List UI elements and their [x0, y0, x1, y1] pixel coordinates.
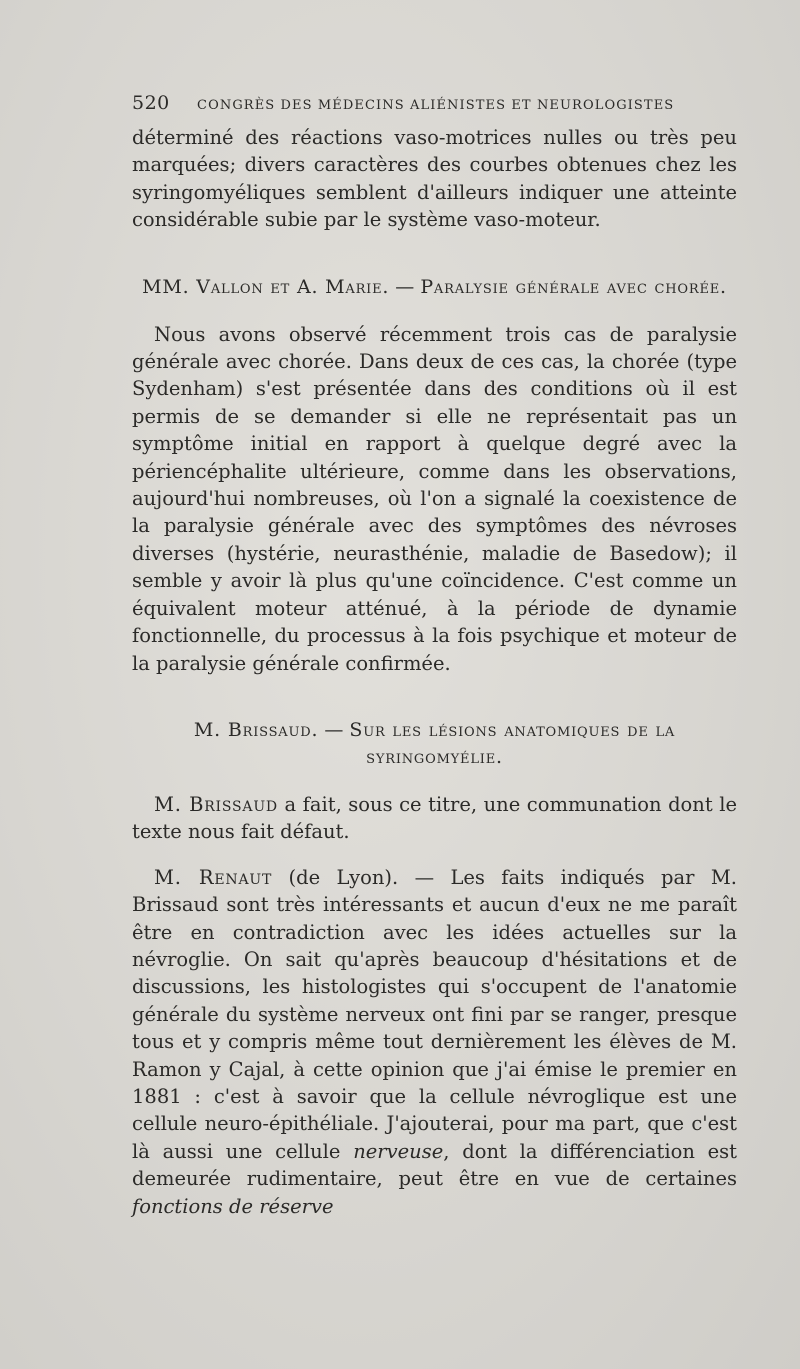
- section2-authors: M. Brissaud.: [193, 718, 319, 741]
- section1-title: Paralysie générale avec chorée.: [420, 275, 727, 298]
- section1-authors: MM. Vallon et A. Marie.: [142, 275, 390, 298]
- section-heading-vallon-marie: [132, 274, 737, 301]
- renaut-text-2: , dont la différenciation est demeurée rudimentaire, peut être en vue de certaines: [132, 1139, 738, 1191]
- section-heading-brissaud: [132, 717, 737, 771]
- section2-title: Sur les lésions anatomiques de la syringomyélie.: [349, 718, 676, 768]
- page-number: 520: [132, 92, 170, 114]
- brissaud-name: M. Brissaud: [154, 792, 278, 816]
- brissaud-text: a fait, sous ce titre, une communation dont le texte nous fait défaut.: [132, 792, 737, 844]
- paragraph-vallon-marie: Nous avons observé récemment trois cas de paralysie générale avec chorée. Dans deux de ces cas, la chorée (type Sydenham) s'est présentée dans des conditions où il est permis de se demander si elle ne représentait pas un symptôme initial en rapport à quelque degré avec la périencéphalite ultérieure, comme dans les observations, aujourd'hui nombreuses, où l'on a signalé la coexistence de la paralysie générale avec des symptômes des névroses diverses (hystérie, neurasthénie, maladie de Basedow); il semble y avoir là plus qu'une coïncidence. C'est comme un équivalent moteur atténué, à la période de dynamie fonctionnelle, du processus à la fois psychique et moteur de la paralysie générale confirmée.: [132, 322, 737, 675]
- paragraph-brissaud: [132, 791, 737, 846]
- paragraph-continuation: déterminé des réactions vaso-motrices nulles ou très peu marquées; divers caractères des courbes obtenues chez les syringomyéliques semblent d'ailleurs indiquer une atteinte considérable subie par le système vaso-moteur.: [132, 126, 737, 232]
- section2-dash: —: [324, 718, 350, 741]
- renaut-text: (de Lyon). — Les faits indiqués par M. Brissaud sont très intéressants et aucun d'eux ne me paraît être en contradiction avec les idées actuelles sur la névroglie. On sait qu'après beaucoup d'hésitations et de discussions, les histologistes qui s'occupent de l'anatomie générale du système nerveux ont fini par se ranger, presque tous et y compris même tout dernièrement les élèves de M. Ramon y Cajal, à cette opinion que j'ai émise le premier en 1881 : c'est à savoir que la cellule névroglique est une cellule neuro-épithéliale. J'ajouterai, pour ma part, que c'est là aussi une cellule: [132, 865, 737, 1163]
- running-header: [132, 92, 737, 114]
- page-body: [132, 124, 737, 1220]
- renaut-italic-2: fonctions de réserve: [132, 1194, 334, 1218]
- section1-dash: —: [395, 275, 421, 298]
- renaut-name: M. Renaut: [154, 865, 273, 889]
- header-title: CONGRÈS DES MÉDECINS ALIÉNISTES ET NEUROLOGISTES: [197, 98, 675, 113]
- paragraph-renaut: [132, 864, 737, 1220]
- renaut-italic-1: nerveuse: [353, 1139, 444, 1163]
